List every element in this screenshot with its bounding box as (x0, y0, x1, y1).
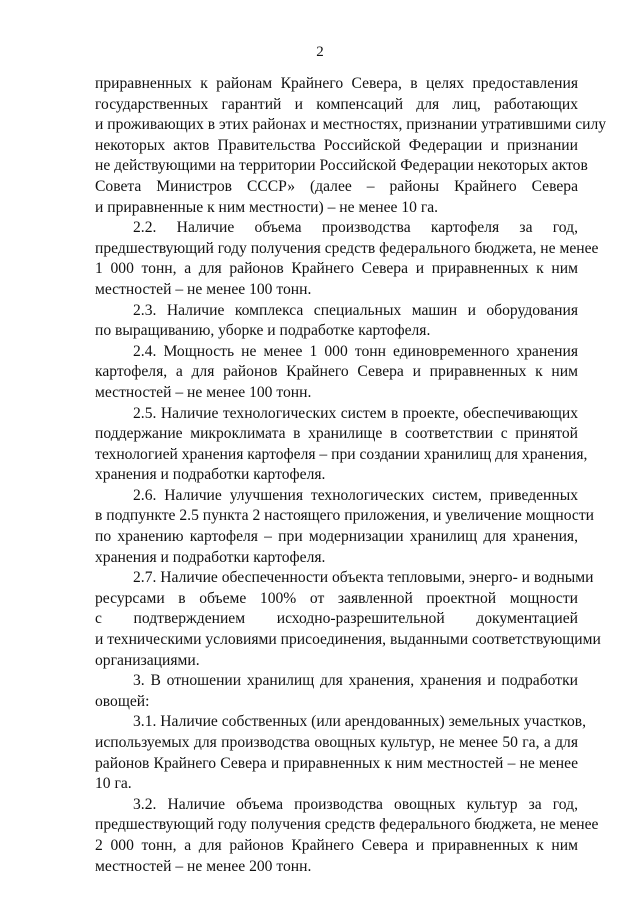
text-line: и проживающих в этих районах и местностях, признании утратившими силу (95, 116, 607, 134)
text-line: 2.4. Мощность не менее 1 000 тонн единовременного хранения (133, 342, 578, 360)
document-body (95, 74, 607, 877)
text-line: овощей: (95, 692, 150, 710)
text-line: местностей – не менее 100 тонн. (95, 280, 312, 298)
text-line: Совета Министров СССР» (далее – районы Крайнего Севера (95, 177, 578, 195)
text-line: предшествующий году получения средств федерального бюджета, не менее (95, 239, 599, 257)
text-line: хранения и подработки картофеля. (95, 466, 326, 484)
page-number: 2 (316, 44, 324, 60)
text-line: 2.6. Наличие улучшения технологических систем, приведенных (133, 486, 578, 504)
text-line: организациями. (95, 651, 200, 669)
text-line: 3.2. Наличие объема производства овощных культур за год, (133, 795, 578, 813)
text-line: 2.5. Наличие технологических систем в проекте, обеспечивающих (133, 404, 578, 422)
text-line: не действующими на территории Российской Федерации некоторых актов (95, 157, 588, 175)
paragraph (95, 74, 607, 218)
text-line: с подтверждением исходно-разрешительной документацией (95, 610, 578, 628)
text-line: используемых для производства овощных культур, не менее 50 га, а для (95, 734, 578, 751)
text-line: в подпункте 2.5 пункта 2 настоящего приложения, и увеличение мощности (95, 507, 594, 525)
text-line: и техническими условиями присоединения, выданными соответствующими (95, 631, 601, 649)
paragraph (95, 712, 587, 794)
paragraph (95, 795, 599, 877)
text-line: 2.2. Наличие объема производства картофеля за год, (133, 219, 578, 237)
text-line: местностей – не менее 100 тонн. (95, 383, 312, 401)
text-line: по хранению картофеля – при модернизации хранилищ для хранения, (95, 528, 578, 546)
text-line: 2.7. Наличие обеспеченности объекта тепловыми, энерго- и водными (133, 569, 594, 587)
paragraph (95, 671, 578, 712)
text-line: местностей – не менее 200 тонн. (95, 857, 312, 875)
text-line: по выращиванию, уборке и подработке картофеля. (95, 322, 431, 340)
text-line: хранения и подработки картофеля. (95, 548, 326, 566)
text-line: 10 га. (95, 775, 132, 793)
text-line: и приравненные к ним местности) – не менее 10 га. (95, 198, 439, 216)
paragraph (95, 486, 594, 568)
paragraph (95, 301, 578, 342)
paragraph (95, 342, 578, 404)
text-line: приравненных к районам Крайнего Севера, в целях предоставления (95, 75, 578, 92)
text-line: технологией хранения картофеля – при создании хранилищ для хранения, (95, 445, 588, 463)
text-line: ресурсами в объеме 100% от заявленной проектной мощности (95, 589, 578, 607)
text-line: 2.3. Наличие комплекса специальных машин и оборудования (133, 301, 578, 319)
paragraph (95, 568, 601, 671)
text-line: некоторых актов Правительства Российской Федерации и признании (95, 136, 578, 154)
text-line: 1 000 тонн, а для районов Крайнего Севера и приравненных к ним (95, 260, 578, 278)
text-line: государственных гарантий и компенсаций для лиц, работающих (95, 95, 578, 113)
text-line: поддержание микроклимата в хранилище в соответствии с принятой (95, 425, 578, 443)
paragraph (95, 404, 588, 486)
paragraph (95, 218, 599, 300)
text-line: картофеля, а для районов Крайнего Севера и приравненных к ним (95, 363, 578, 381)
text-line: 3.1. Наличие собственных (или арендованных) земельных участков, (133, 713, 587, 731)
text-line: 2 000 тонн, а для районов Крайнего Севера и приравненных к ним (95, 836, 578, 854)
text-line: районов Крайнего Севера и приравненных к ним местностей – не менее (95, 754, 578, 772)
text-line: 3. В отношении хранилищ для хранения, хранения и подработки (133, 672, 578, 690)
text-line: предшествующий году получения средств федерального бюджета, не менее (95, 816, 599, 834)
